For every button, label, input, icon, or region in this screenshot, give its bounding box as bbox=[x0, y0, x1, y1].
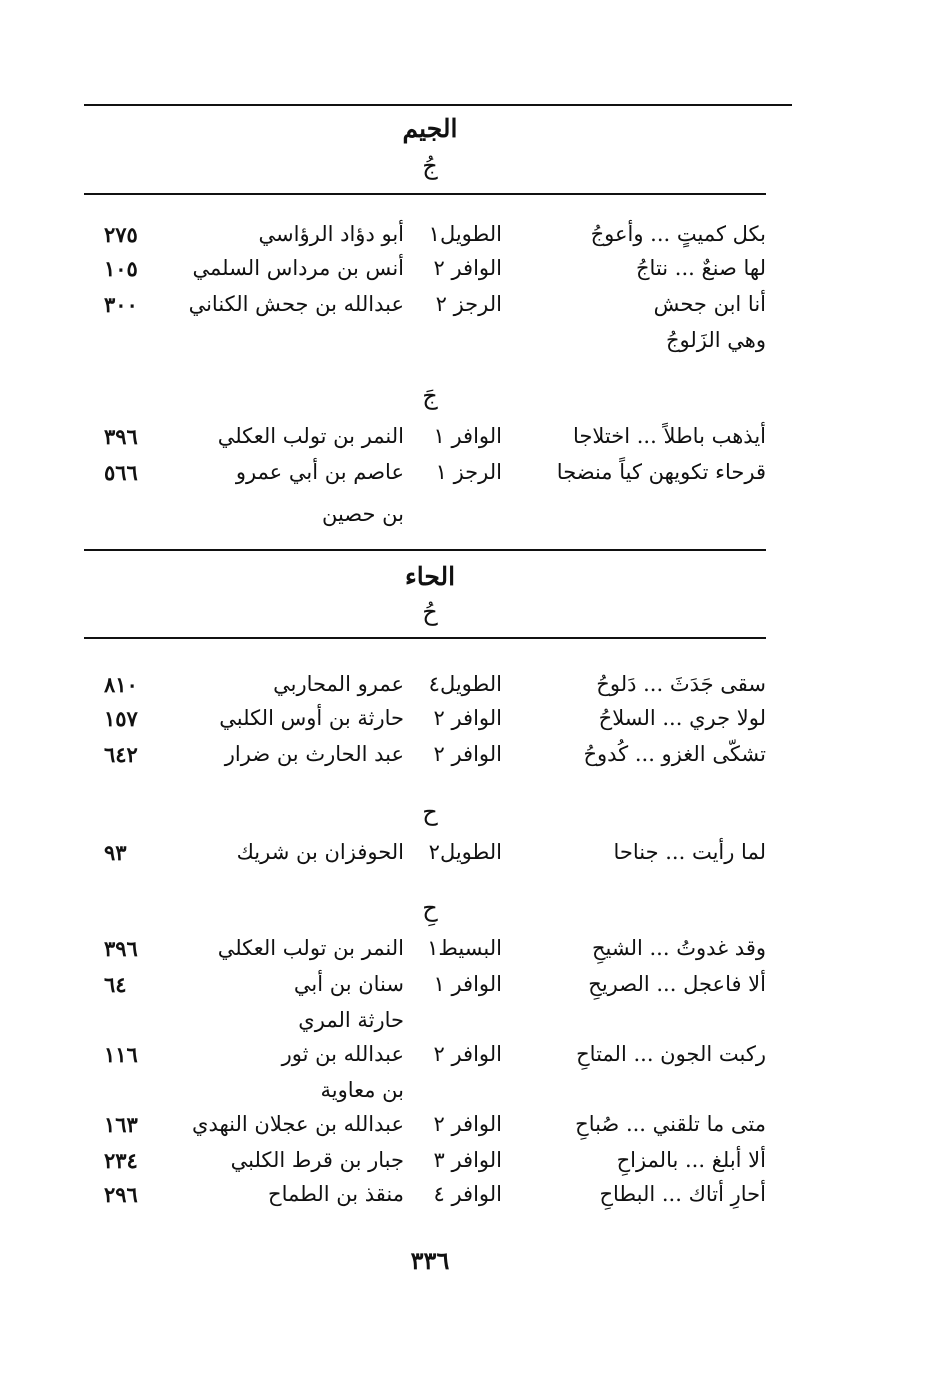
page-ref: ١١٦ bbox=[104, 1042, 138, 1067]
verse-continuation: وهي الزَلوجُ bbox=[665, 328, 766, 352]
page-ref: ٣٩٦ bbox=[104, 936, 138, 961]
verse-incipit: بكل كميتٍ ... وأعوجُ bbox=[590, 222, 766, 246]
group-heading: حِ bbox=[422, 894, 438, 922]
group-heading: جَ bbox=[422, 382, 438, 410]
section-rule bbox=[84, 549, 766, 551]
page-ref: ١٦٣ bbox=[104, 1112, 138, 1137]
poet-name: الحوفزان بن شريك bbox=[236, 840, 404, 864]
verse-incipit: أنا ابن جحش bbox=[653, 292, 766, 316]
poet-name: أنس بن مرداس السلمي bbox=[192, 256, 404, 280]
page-number: ٣٣٦ bbox=[410, 1246, 450, 1275]
top-rule bbox=[84, 104, 792, 106]
page-ref: ٨١٠ bbox=[104, 672, 138, 697]
poet-name: عبدالله بن جحش الكناني bbox=[188, 292, 404, 316]
meter: الوافر ٢ bbox=[433, 742, 502, 766]
page-ref: ٥٦٦ bbox=[104, 460, 138, 485]
table-row bbox=[0, 292, 938, 326]
poet-name: منقذ بن الطماح bbox=[268, 1182, 404, 1206]
group-heading: ح bbox=[422, 798, 438, 826]
table-row bbox=[0, 222, 938, 256]
verse-incipit: متى ما تلقني ... صُباحِ bbox=[575, 1112, 766, 1136]
poet-continuation: بن معاوية bbox=[320, 1078, 404, 1102]
meter: الوافر ٤ bbox=[433, 1182, 502, 1206]
table-row bbox=[0, 1112, 938, 1146]
page-ref: ٦٤ bbox=[104, 972, 127, 997]
section-title-jim: الجيم bbox=[402, 114, 458, 143]
meter: الوافر ٢ bbox=[433, 706, 502, 730]
table-row bbox=[0, 936, 938, 970]
page-ref: ١٥٧ bbox=[104, 706, 138, 731]
table-row bbox=[0, 672, 938, 706]
verse-incipit: ألا فاعجل ... الصريحِ bbox=[588, 972, 766, 996]
poet-name: سنان بن أبي bbox=[293, 972, 404, 996]
page-ref: ٣٩٦ bbox=[104, 424, 138, 449]
verse-incipit: أيذهب باطلاً ... اختلاجا bbox=[573, 424, 766, 448]
meter: الرجز ٢ bbox=[435, 292, 502, 316]
poet-continuation: بن حصين bbox=[321, 502, 404, 526]
poet-continuation: حارثة المري bbox=[298, 1008, 404, 1032]
meter: الوافر ٣ bbox=[433, 1148, 502, 1172]
meter: الطويل١ bbox=[428, 222, 502, 246]
table-row bbox=[0, 972, 938, 1006]
page-ref: ٦٤٢ bbox=[104, 742, 138, 767]
meter: البسيط١ bbox=[427, 936, 502, 960]
group-heading: حُ bbox=[422, 598, 438, 626]
verse-incipit: لها صنعٌ ... نتاجُ bbox=[635, 256, 766, 280]
meter: الوافر ٢ bbox=[433, 256, 502, 280]
poet-name: عبدالله بن عجلان النهدي bbox=[192, 1112, 404, 1136]
page-ref: ٣٠٠ bbox=[104, 292, 138, 317]
verse-incipit: قرحاء تكويهن كياً منضجا bbox=[556, 460, 766, 484]
poet-name: عمرو المحاربي bbox=[273, 672, 404, 696]
table-row bbox=[0, 742, 938, 776]
poet-name: عاصم بن أبي عمرو bbox=[235, 460, 404, 484]
verse-incipit: تشكّى الغزو ... كُدوحُ bbox=[583, 742, 766, 766]
poet-name: عبدالله بن ثور bbox=[281, 1042, 404, 1066]
poet-name: النمر بن تولب العكلي bbox=[217, 936, 404, 960]
verse-incipit: سقى جَدَثَ ... دَلوحُ bbox=[596, 672, 766, 696]
meter: الطويل٤ bbox=[428, 672, 502, 696]
verse-incipit: ألا أبلغ ... بالمزاحِ bbox=[616, 1148, 766, 1172]
table-row bbox=[0, 706, 938, 740]
table-row bbox=[0, 1042, 938, 1076]
meter: الوافر ١ bbox=[433, 424, 502, 448]
meter: الوافر ٢ bbox=[433, 1112, 502, 1136]
table-row bbox=[0, 1148, 938, 1182]
table-row bbox=[0, 256, 938, 290]
meter: الطويل٢ bbox=[428, 840, 502, 864]
meter: الرجز ١ bbox=[435, 460, 502, 484]
table-row bbox=[0, 424, 938, 458]
page-ref: ٢٣٤ bbox=[104, 1148, 138, 1173]
page-ref: ٩٣ bbox=[104, 840, 127, 865]
poet-name: أبو دؤاد الرؤاسي bbox=[258, 222, 404, 246]
section-title-ha: الحاء bbox=[404, 562, 456, 591]
section-rule bbox=[84, 193, 766, 195]
meter: الوافر ٢ bbox=[433, 1042, 502, 1066]
poet-name: جبار بن قرط الكلبي bbox=[230, 1148, 404, 1172]
poet-name: عبد الحارث بن ضرار bbox=[224, 742, 404, 766]
page-ref: ٢٧٥ bbox=[104, 222, 138, 247]
page-ref: ١٠٥ bbox=[104, 256, 138, 281]
verse-incipit: لما رأيت ... جناحا bbox=[613, 840, 766, 864]
page-ref: ٢٩٦ bbox=[104, 1182, 138, 1207]
group-heading: جُ bbox=[422, 152, 438, 180]
poet-name: حارثة بن أوس الكلبي bbox=[219, 706, 404, 730]
verse-incipit: وقد غدوتُ ... الشيحِ bbox=[591, 936, 766, 960]
meter: الوافر ١ bbox=[433, 972, 502, 996]
table-row bbox=[0, 1182, 938, 1216]
section-rule bbox=[84, 637, 766, 639]
poet-name: النمر بن تولب العكلي bbox=[217, 424, 404, 448]
table-row bbox=[0, 460, 938, 494]
verse-incipit: أحارِ أتاك ... البطاحِ bbox=[599, 1182, 766, 1206]
verse-incipit: ركبت الجون ... المتاحِ bbox=[576, 1042, 766, 1066]
verse-incipit: لولا جري ... السلاحُ bbox=[598, 706, 766, 730]
table-row bbox=[0, 840, 938, 874]
